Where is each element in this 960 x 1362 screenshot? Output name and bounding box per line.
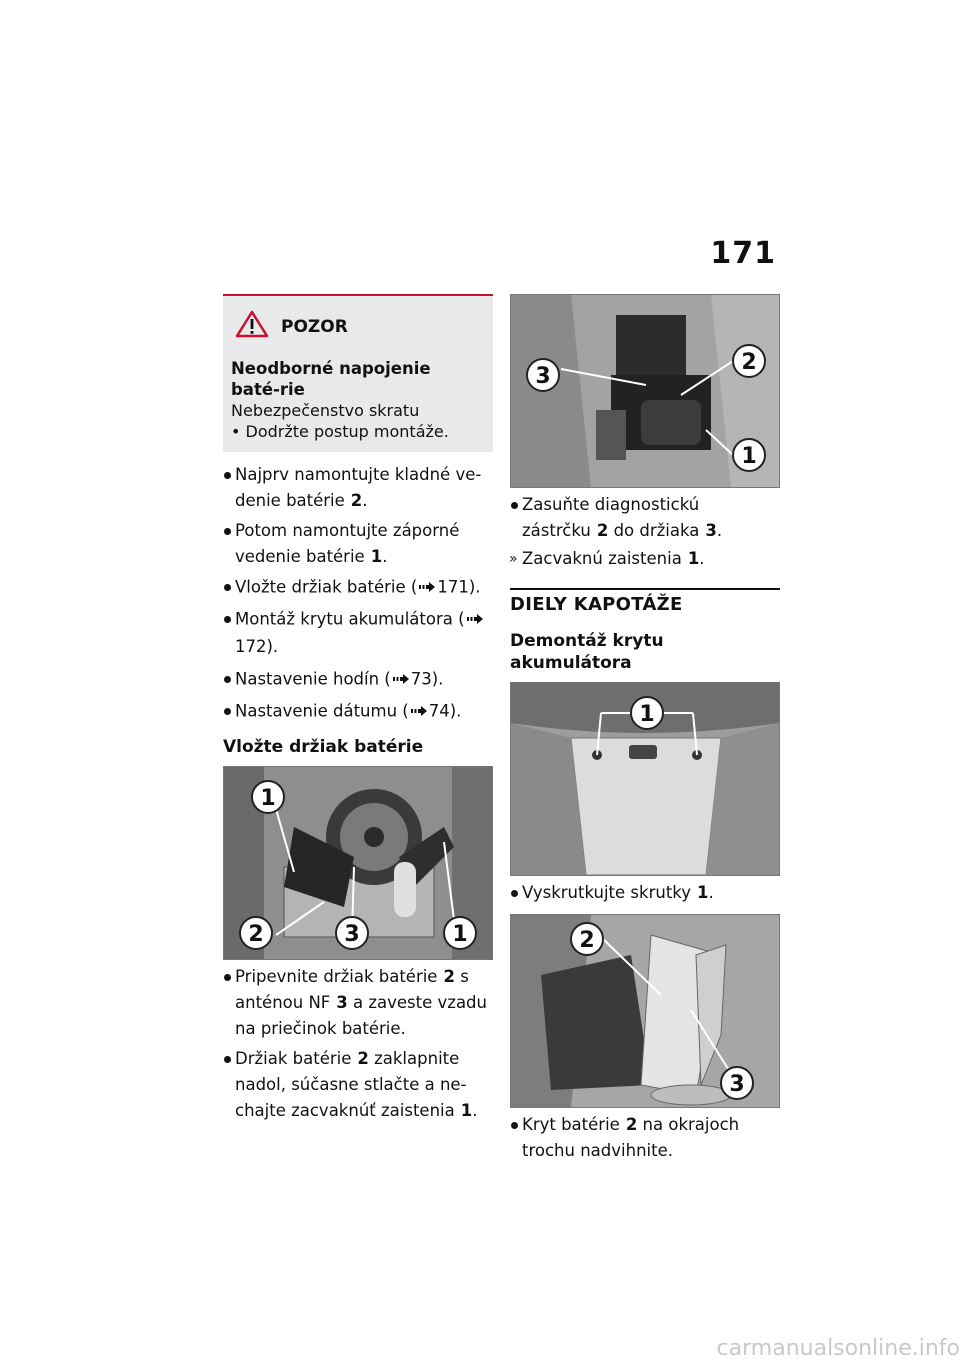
warning-hazard: Nebezpečenstvo skratu (231, 401, 420, 420)
warning-title: POZOR (281, 317, 348, 337)
list-item: Vyskrutkujte skrutky 1. (510, 880, 780, 906)
page-reference-arrow-icon (411, 698, 427, 724)
page-reference-arrow-icon (467, 606, 483, 632)
warning-box (223, 294, 493, 452)
warning-triangle-icon (235, 310, 269, 344)
battery-holder-photo (223, 766, 493, 960)
callout-label: 1 (741, 444, 757, 469)
callout-label: 1 (639, 702, 655, 727)
list-item: Zasuňte diagnostickú zástrčku 2 do držiaka 3. (510, 492, 780, 544)
list-item: Nastavenie dátumu ( 74). (223, 698, 493, 726)
list-item: Pripevnite držiak batérie 2 s anténou NF 3 a zaveste vzadu na priečinok batérie. (223, 964, 493, 1042)
battery-cover-photo (510, 682, 780, 876)
steps-list-right-b (510, 880, 780, 906)
watermark: carmanualsonline.info (716, 1336, 960, 1361)
callout-label: 2 (741, 350, 757, 375)
left-column (223, 294, 493, 1128)
steps-list-a (223, 462, 493, 660)
result-line: » Zacvaknú zaistenia 1. (509, 549, 705, 568)
warning-header (235, 310, 485, 344)
callout-label: 1 (452, 922, 468, 947)
page-reference[interactable]: 74 (428, 701, 450, 721)
page-reference[interactable]: 171 (437, 577, 469, 597)
list-item: Kryt batérie 2 na okrajoch trochu nadvihnite. (510, 1112, 780, 1164)
cover-lifted-photo (510, 914, 780, 1108)
steps-list-b (223, 666, 493, 726)
list-item: Potom namontujte záporné vedenie batérie 1. (223, 518, 493, 570)
list-item: Vložte držiak batérie ( 171). (223, 574, 493, 602)
callout-label: 1 (260, 786, 276, 811)
right-column (510, 294, 780, 1168)
page-reference-arrow-icon (393, 666, 409, 692)
page-reference-arrow-icon (419, 574, 435, 600)
steps-list-right-a (510, 492, 780, 544)
callout-label: 2 (579, 928, 595, 953)
callout-label: 3 (535, 364, 551, 389)
page-number: 171 (710, 236, 776, 271)
warning-action: • Dodržte postup montáže. (231, 422, 449, 441)
page-reference[interactable]: 172 (235, 637, 267, 656)
list-item: Montáž krytu akumulátora (172). (223, 606, 493, 660)
warning-subtitle: Neodborné napojenie baté-rie (231, 359, 431, 399)
callout-label: 3 (729, 1072, 745, 1097)
list-item: Najprv namontujte kladné ve-denie batérie 2. (223, 462, 493, 514)
callout-label: 2 (248, 922, 264, 947)
list-item: Nastavenie hodín ( 73). (223, 666, 493, 694)
steps-list-c (223, 964, 493, 1124)
subsection-heading: Demontáž krytu akumulátora (510, 631, 664, 673)
list-item: Držiak batérie 2 zaklapnite nadol, súčasne stlačte a ne-chajte zacvaknúť zaistenia 1. (223, 1046, 493, 1124)
page-reference[interactable]: 73 (410, 669, 432, 689)
section-heading: DIELY KAPOTÁŽE (510, 588, 780, 616)
diagnostic-plug-photo (510, 294, 780, 488)
callout-label: 3 (344, 922, 360, 947)
subsection-heading: Vložte držiak batérie (223, 737, 424, 757)
steps-list-right-c (510, 1112, 780, 1164)
